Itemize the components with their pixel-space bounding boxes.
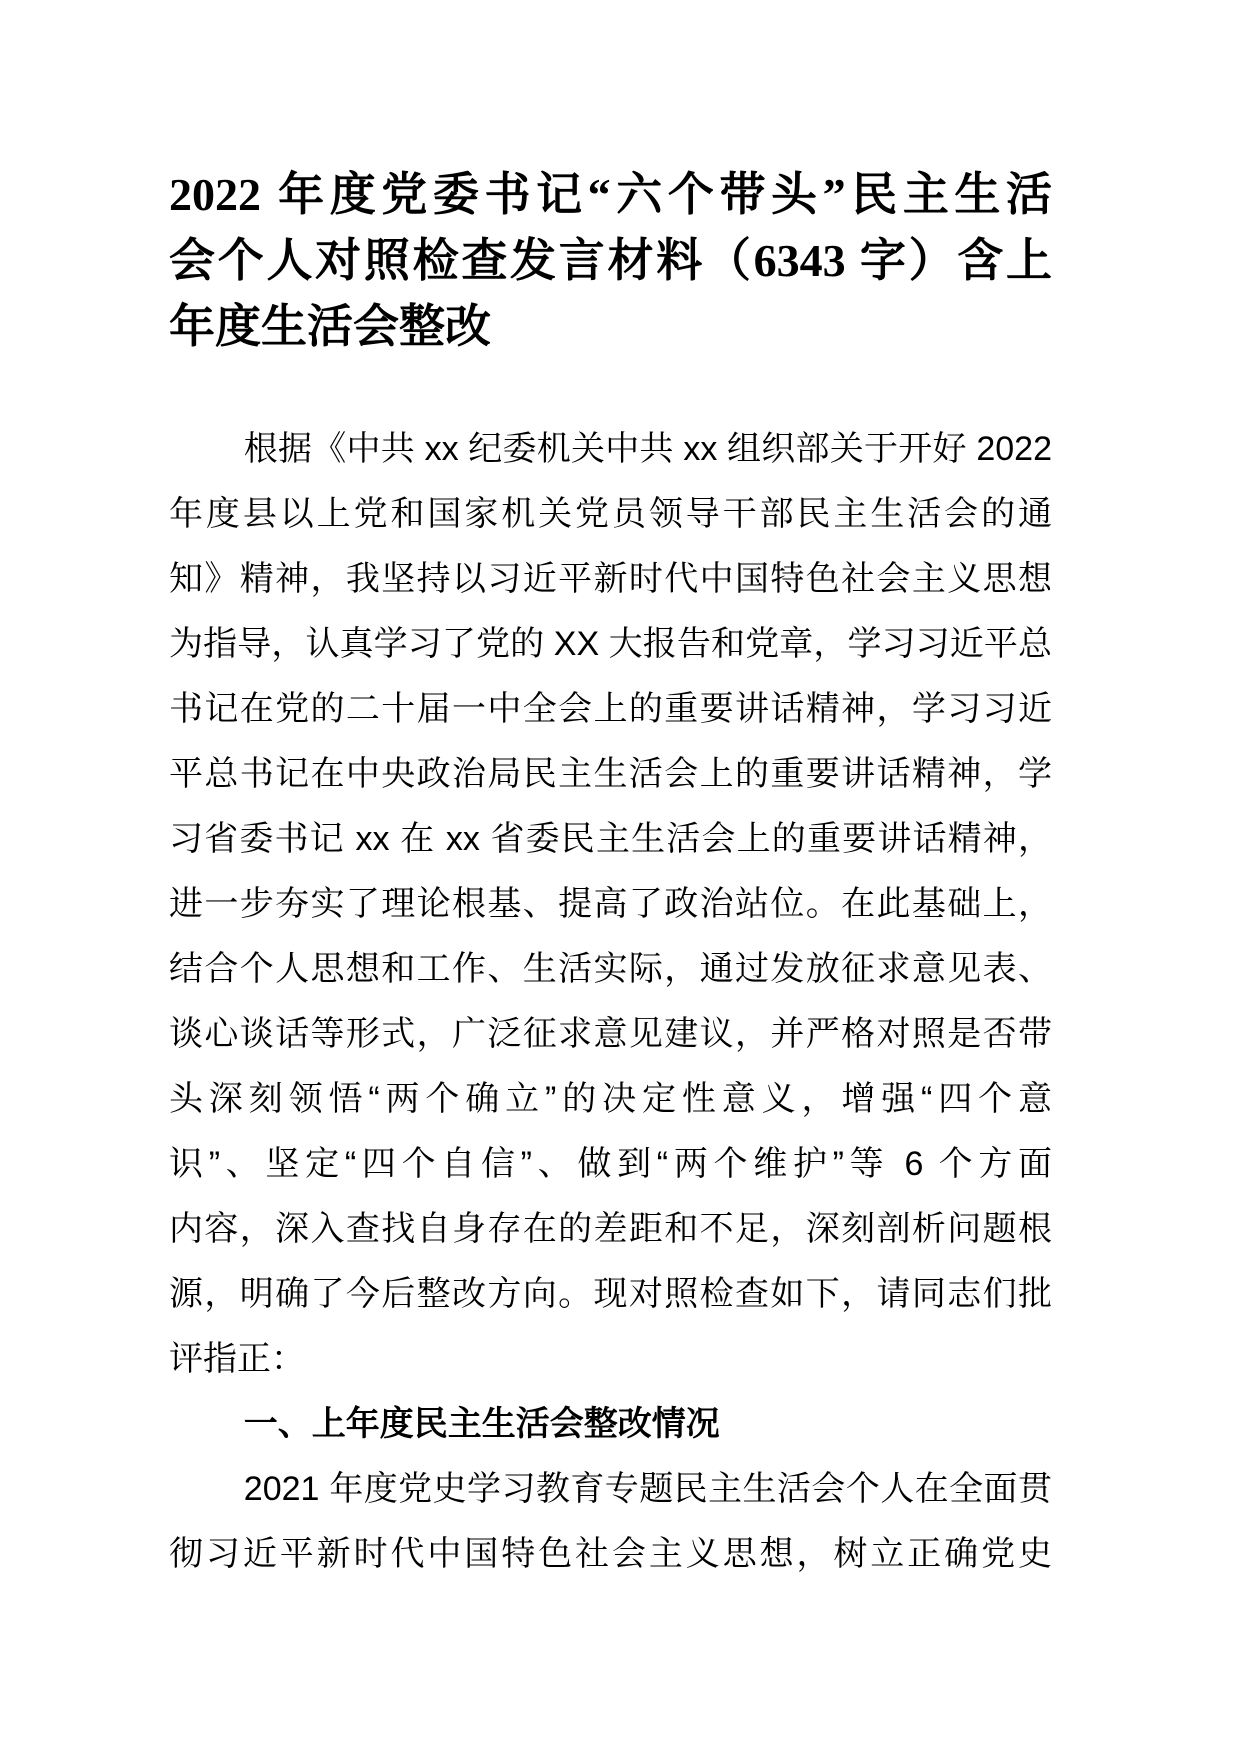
- document-body: [169, 417, 1052, 1587]
- text-line: 进一步夯实了理论根基、提高了政治站位。在此基础上，: [169, 885, 1052, 923]
- text-line: 内容，深入查找自身存在的差距和不足，深刻剖析问题根: [169, 1210, 1052, 1248]
- section-heading: [169, 1392, 1052, 1457]
- text-line: 2021 年度党史学习教育专题民主生活会个人在全面贯: [243, 1470, 1052, 1508]
- text-line: 彻习近平新时代中国特色社会主义思想，树立正确党史: [169, 1535, 1052, 1573]
- text-line: 为指导，认真学习了党的 XX 大报告和党章，学习习近平总: [169, 625, 1052, 663]
- text-line: 评指正：: [169, 1340, 305, 1378]
- text-line: 平总书记在中央政治局民主生活会上的重要讲话精神，学: [169, 755, 1052, 793]
- text-line: 结合个人思想和工作、生活实际，通过发放征求意见表、: [169, 950, 1052, 988]
- text-line: 习省委书记 xx 在 xx 省委民主生活会上的重要讲话精神，: [169, 820, 1052, 858]
- text-line: 头深刻领悟“两个确立”的决定性意义，增强“四个意: [169, 1080, 1052, 1118]
- paragraph: [169, 417, 1052, 1392]
- text-line: 根据《中共 xx 纪委机关中共 xx 组织部关于开好 2022: [243, 430, 1052, 468]
- text-line: 2022 年度党委书记“六个带头”民主生活: [169, 169, 1052, 220]
- text-line: 年度生活会整改: [169, 301, 491, 352]
- text-line: 识”、坚定“四个自信”、做到“两个维护”等 6 个方面: [169, 1145, 1052, 1183]
- document-title: [169, 162, 1052, 360]
- paragraph: [169, 1457, 1052, 1587]
- text-line: 源，明确了今后整改方向。现对照检查如下，请同志们批: [169, 1275, 1052, 1313]
- text-line: 书记在党的二十届一中全会上的重要讲话精神，学习习近: [169, 690, 1052, 728]
- text-line: 知》精神，我坚持以习近平新时代中国特色社会主义思想: [169, 560, 1052, 598]
- text-line: 年度县以上党和国家机关党员领导干部民主生活会的通: [169, 495, 1052, 533]
- text-line: 会个人对照检查发言材料（6343 字）含上: [169, 235, 1052, 286]
- text-line: 一、上年度民主生活会整改情况: [243, 1405, 720, 1443]
- text-line: 谈心谈话等形式，广泛征求意见建议，并严格对照是否带: [169, 1015, 1052, 1053]
